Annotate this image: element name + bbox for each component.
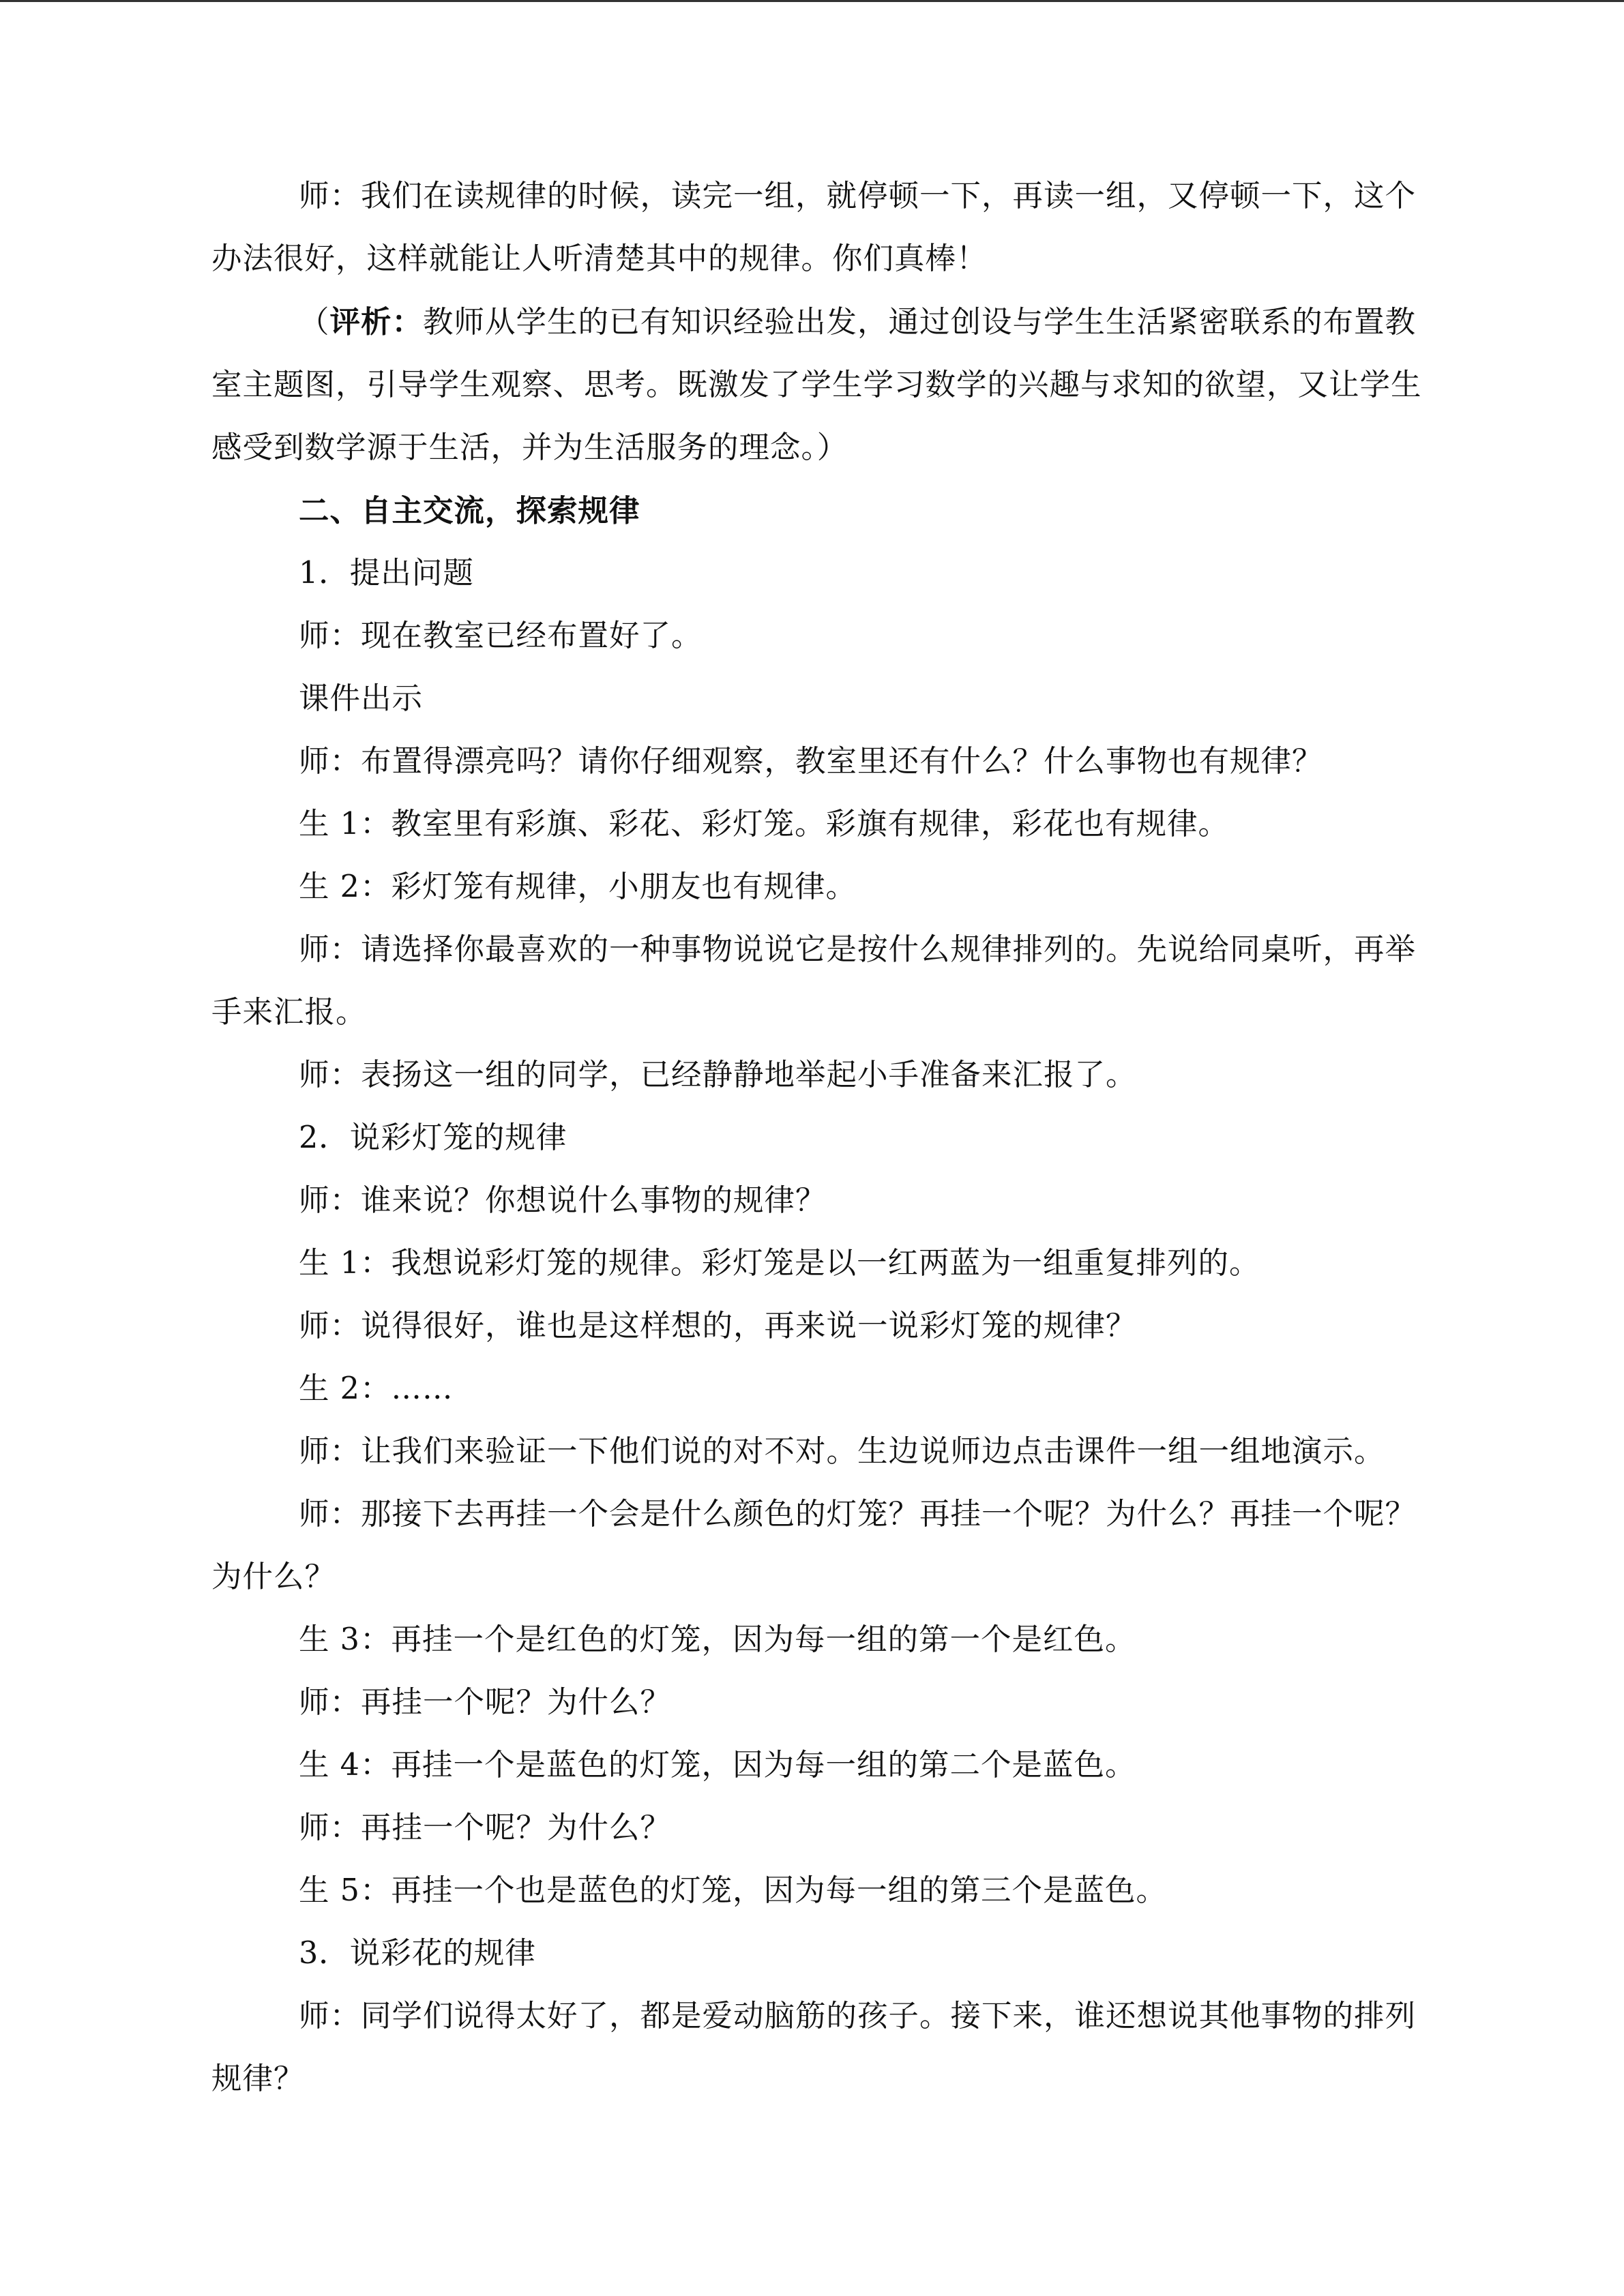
commentary-open-paren: （ [299,305,330,340]
paragraph-other-patterns: 师：同学们说得太好了，都是爱动脑筋的孩子。接下来，谁还想说其他事物的排列规律？ [211,1999,1417,2096]
paragraph-choose-favorite: 师：请选择你最喜欢的一种事物说说它是按什么规律排列的。先说给同桌听，再举手来汇报。 [211,932,1417,1030]
commentary-label: 评析： [329,304,424,340]
paragraph-student-1-lantern-pattern: 生 1：我想说彩灯笼的规律。彩灯笼是以一红两蓝为一组重复排列的。 [299,1246,1260,1281]
paragraph-courseware-shown: 课件出示 [299,681,424,716]
paragraph-teacher-ask-again-1: 师：再挂一个呢？为什么？ [299,1685,672,1720]
paragraph-who-speaks: 师：谁来说？你想说什么事物的规律？ [299,1183,827,1218]
section-heading: 二、自主交流，探索规律 [299,493,640,528]
subheading-raise-question: 1．提出问题 [299,556,474,591]
commentary-text: 教师从学生的已有知识经验出发，通过创设与学生生活紧密联系的布置教室主题图，引导学生观察、思考。既激发了学生学习数学的兴趣与求知的欲望，又让学生感受到数学源于生活，并为生活服务的理念。） [211,305,1422,465]
paragraph-student-5-blue: 生 5：再挂一个也是蓝色的灯笼，因为每一组的第三个是蓝色。 [299,1873,1167,1908]
subheading-flower-rules: 3．说彩花的规律 [299,1936,536,1971]
paragraph-verify-demo: 师：让我们来验证一下他们说的对不对。生边说师边点击课件一组一组地演示。 [299,1434,1385,1469]
paragraph-teacher-reading-rules: 师：我们在读规律的时候，读完一组，就停顿一下，再读一组，又停顿一下，这个办法很好，这样就能让人听清楚其中的规律。你们真棒！ [211,179,1417,276]
document-page [211,165,1446,2111]
paragraph-praise-group: 师：表扬这一组的同学，已经静静地举起小手准备来汇报了。 [299,1058,1137,1092]
subheading-lantern-rules: 2．说彩灯笼的规律 [299,1120,567,1155]
paragraph-student-1-flags: 生 1：教室里有彩旗、彩花、彩灯笼。彩旗有规律，彩花也有规律。 [299,807,1229,841]
paragraph-classroom-ready: 师：现在教室已经布置好了。 [299,618,703,653]
paragraph-student-2-lanterns: 生 2：彩灯笼有规律，小朋友也有规律。 [299,869,857,904]
paragraph-student-2-ellipsis: 生 2：…… [299,1371,454,1406]
paragraph-teacher-ask-again-2: 师：再挂一个呢？为什么？ [299,1810,672,1845]
paragraph-well-said: 师：说得很好，谁也是这样想的，再来说一说彩灯笼的规律？ [299,1309,1137,1343]
paragraph-commentary [211,290,1446,479]
paragraph-next-lantern-question: 师：那接下去再挂一个会是什么颜色的灯笼？再挂一个呢？为什么？再挂一个呢？为什么？ [211,1497,1417,1594]
paragraph-student-3-red: 生 3：再挂一个是红色的灯笼，因为每一组的第一个是红色。 [299,1622,1136,1657]
paragraph-student-4-blue: 生 4：再挂一个是蓝色的灯笼，因为每一组的第二个是蓝色。 [299,1748,1136,1783]
paragraph-observe-classroom: 师：布置得漂亮吗？请你仔细观察，教室里还有什么？什么事物也有规律？ [299,744,1323,779]
page-top-border [0,0,1624,2]
